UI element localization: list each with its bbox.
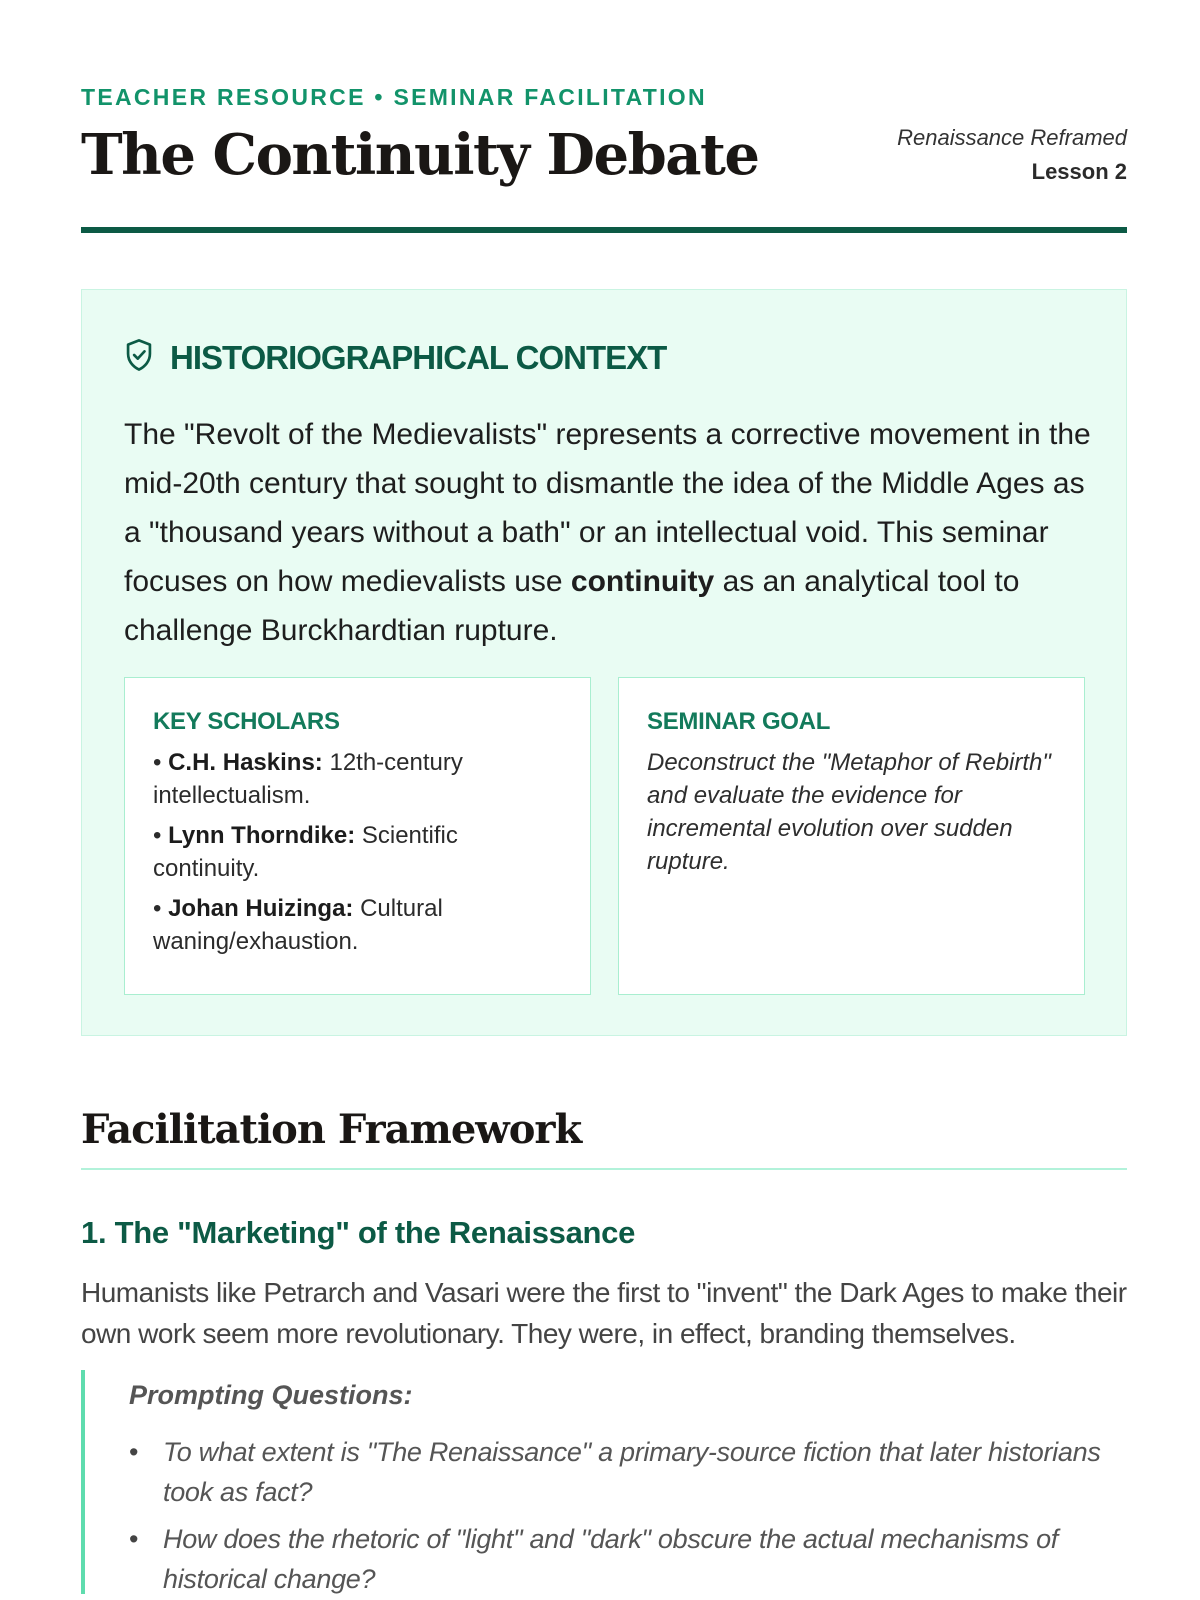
scholar-name: Lynn Thorndike: [168, 822, 356, 849]
scholar-name: Johan Huizinga: [168, 895, 354, 922]
scholar-item: • Johan Huizinga: Cultural waning/exhaustion. [153, 895, 443, 955]
framework-title: Facilitation Framework [81, 1106, 582, 1153]
scholar-name: C.H. Haskins: [168, 749, 323, 776]
seminar-goal-title: SEMINAR GOAL [647, 708, 831, 735]
scholar-desc: Cultural waning/exhaustion. [153, 895, 443, 955]
lesson-number: Lesson 2 [1031, 159, 1127, 184]
eyebrow-label: TEACHER RESOURCE • SEMINAR FACILITATION [81, 84, 707, 110]
section-heading: 1. The "Marketing" of the Renaissance [81, 1215, 636, 1250]
question-item: • How does the rhetoric of "light" and "dark" obscure the actual mechanisms of historical change? [129, 1519, 1139, 1599]
key-scholars-title: KEY SCHOLARS [153, 708, 340, 735]
scholar-item: • C.H. Haskins: 12th-century intellectualism. [153, 749, 463, 809]
page-title: The Continuity Debate [81, 122, 759, 188]
context-header [124, 338, 666, 377]
seminar-goal-text: Deconstruct the "Metaphor of Rebirth" and evaluate the evidence for incremental evolution over sudden rupture. [647, 749, 1051, 875]
seminar-goal-card [618, 677, 1085, 995]
context-body-text: The "Revolt of the Medievalists" represents a corrective movement in the mid-20th century that sought to dismantle the idea of the Middle Ages as a "thousand years without a bath" or an intellectual void. This seminar focuses on how medievalists use [124, 418, 1091, 598]
framework-divider [81, 1168, 1127, 1170]
context-body [124, 410, 1094, 655]
scholar-item: • Lynn Thorndike: Scientific continuity. [153, 822, 458, 882]
prompting-questions-block [81, 1370, 1141, 1594]
context-title: HISTORIOGRAPHICAL CONTEXT [170, 338, 667, 376]
scholar-desc: Scientific continuity. [153, 822, 458, 882]
context-body-text-end: as an analytical tool to challenge Burckhardtian rupture. [124, 565, 1020, 647]
prompting-questions-title: Prompting Questions: [129, 1380, 413, 1410]
prompting-questions-list [129, 1432, 1139, 1600]
lesson-meta [897, 122, 1127, 190]
section-body: Humanists like Petrarch and Vasari were the first to "invent" the Dark Ages to make their own work seem more revolutionary. They were, in effect, branding themselves. [81, 1277, 1127, 1349]
question-item: • To what extent is "The Renaissance" a primary-source fiction that later historians took as fact? [129, 1432, 1139, 1512]
shield-check-icon [124, 338, 170, 377]
header-divider [81, 227, 1127, 233]
series-name: Renaissance Reframed [897, 125, 1127, 150]
historiographical-context-panel [81, 289, 1127, 1036]
key-scholars-card [124, 677, 591, 995]
context-body-emphasis: continuity [570, 565, 715, 598]
scholar-desc: 12th-century intellectualism. [153, 749, 463, 809]
